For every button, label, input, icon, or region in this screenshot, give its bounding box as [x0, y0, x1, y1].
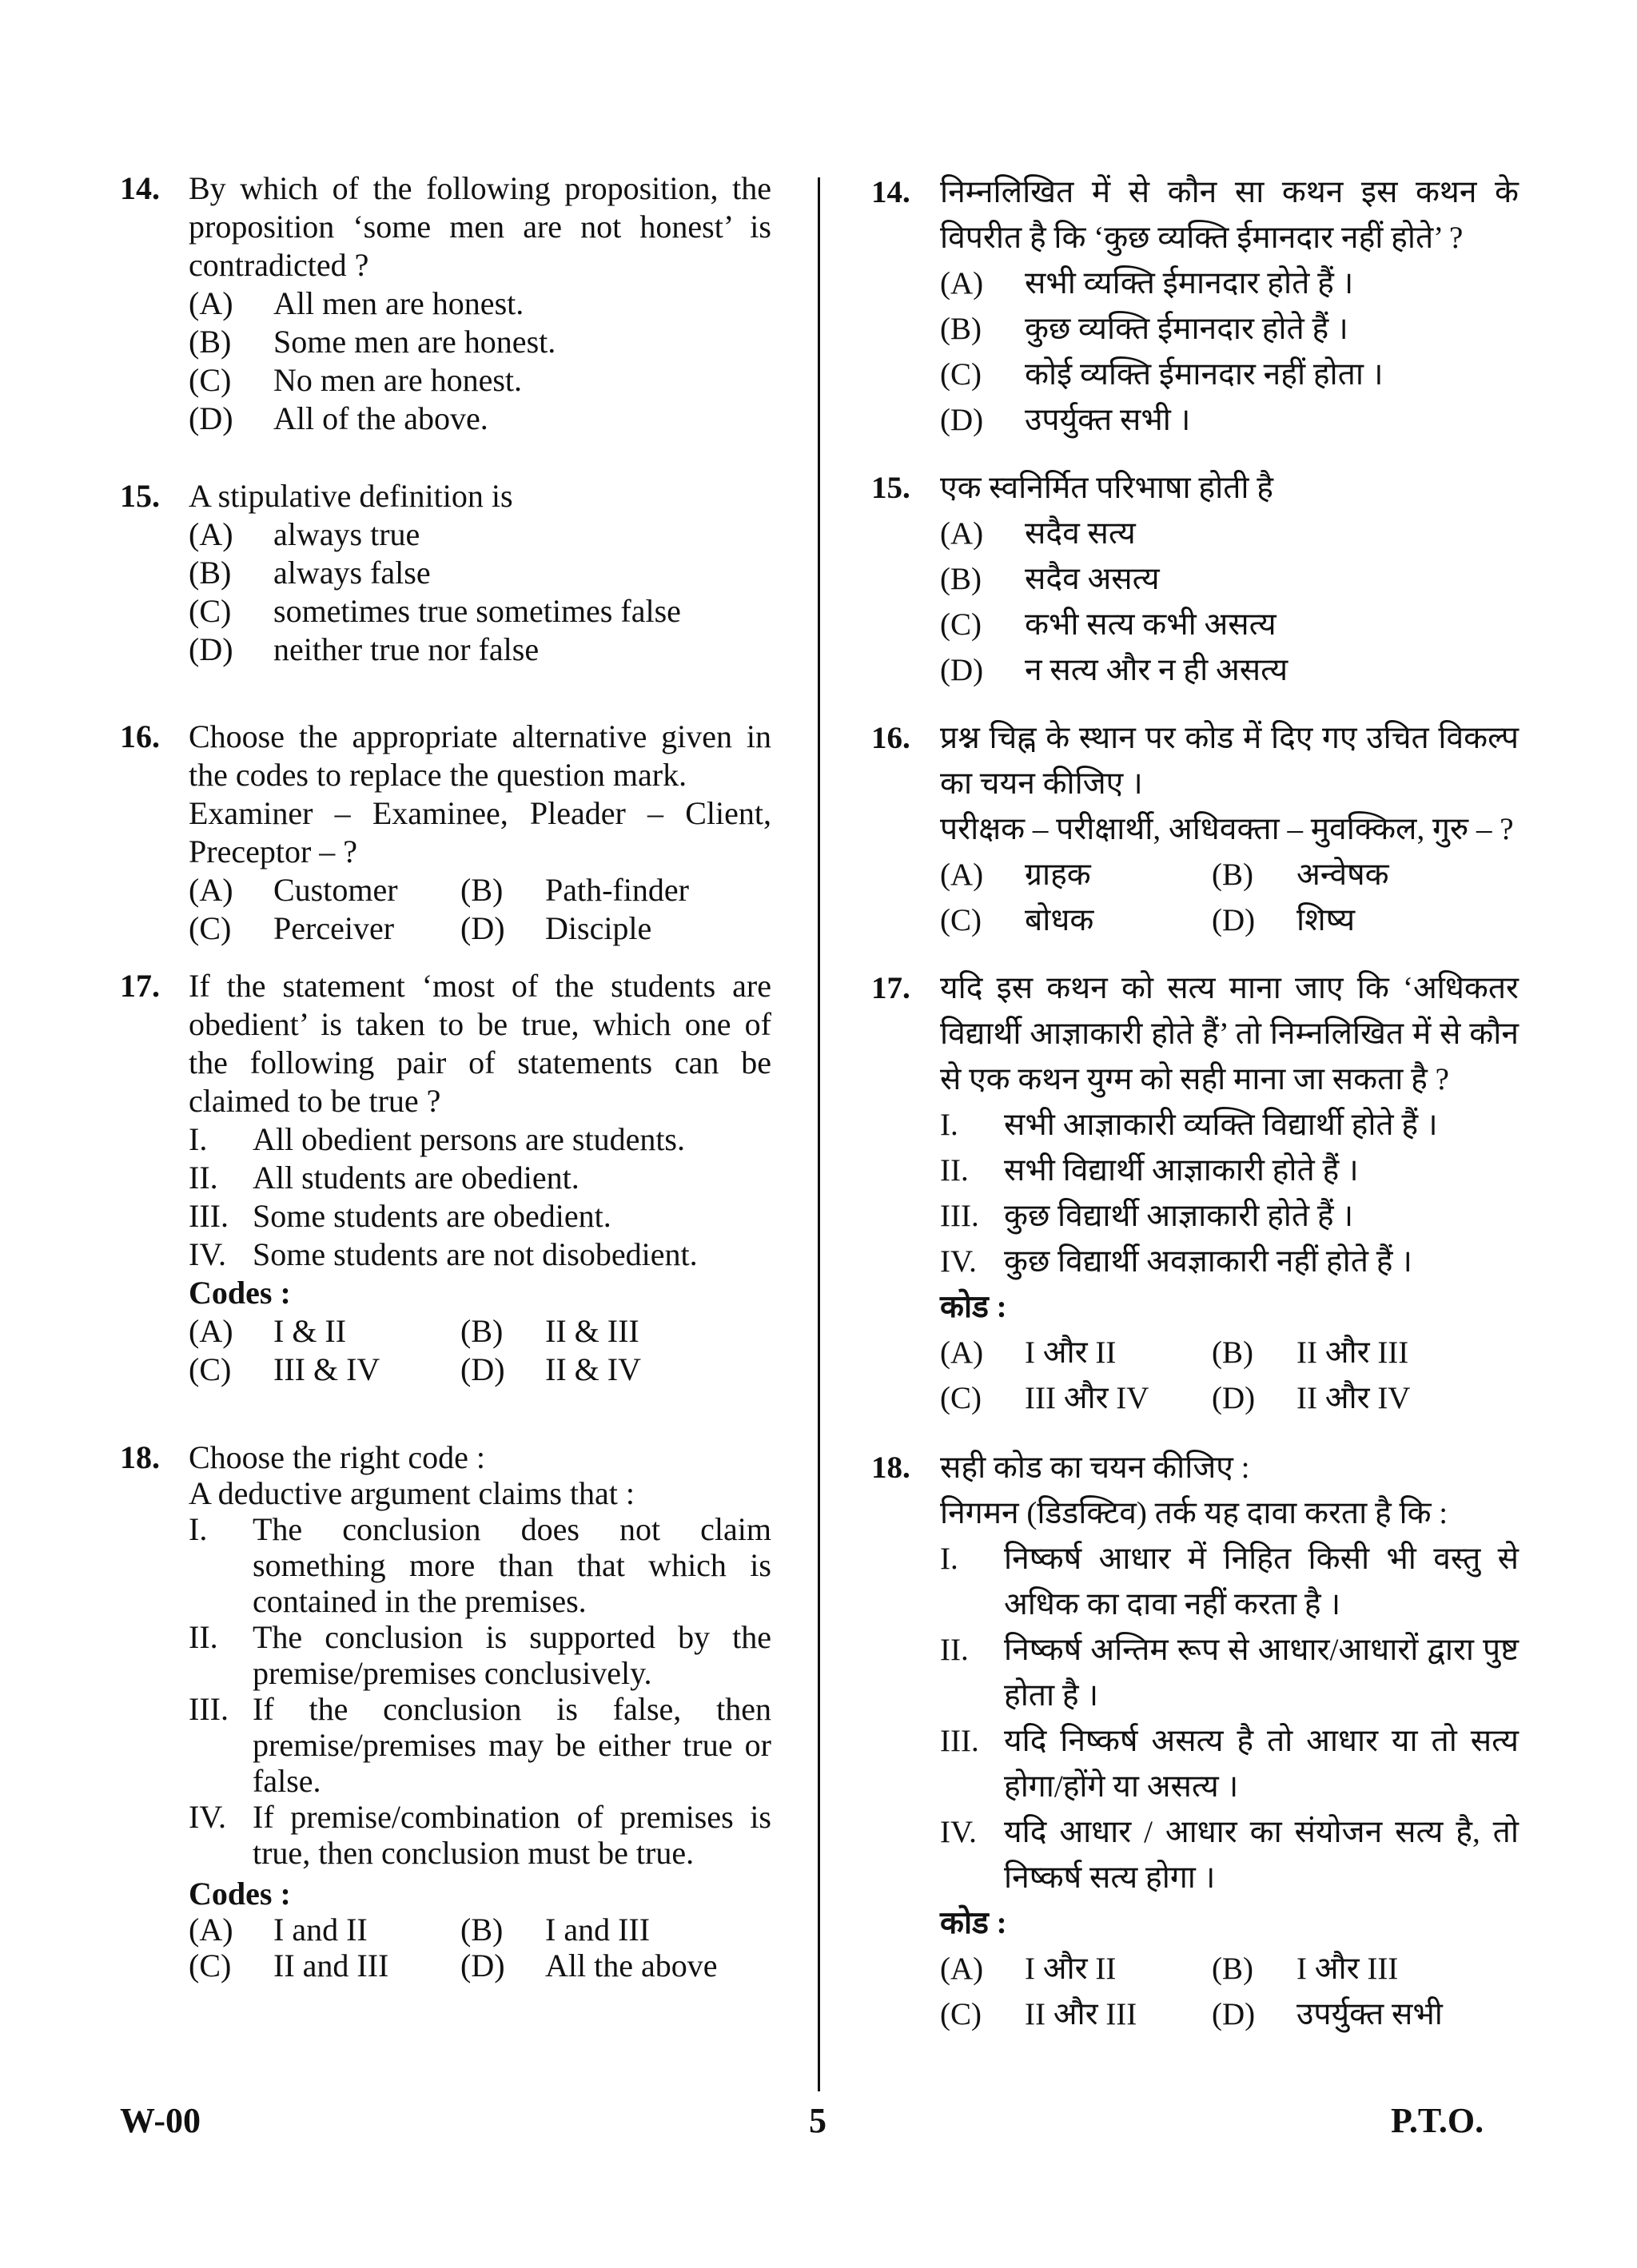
option-c: (C) II और III [940, 1997, 1137, 2031]
statement-1: I. All obedient persons are students. [189, 1121, 685, 1157]
options-row [189, 871, 771, 909]
options-row [940, 1375, 1519, 1421]
statement-1: I. सभी आज्ञाकारी व्यक्ति विद्यार्थी होते हैं । [940, 1108, 1438, 1142]
option-b: (B) II और III [1212, 1335, 1409, 1370]
option-a: (A) I & II [189, 1313, 347, 1349]
option-b: (B) I and III [460, 1912, 651, 1948]
option-c: (C) sometimes true sometimes false [189, 593, 681, 629]
question-17-hi [871, 965, 1519, 1421]
options-row [189, 1948, 771, 1984]
question-14-hi [871, 169, 1519, 443]
codes-label: कोड : [940, 1290, 1007, 1324]
option-b: (B) सदैव असत्य [940, 562, 1160, 596]
statement-1: I. निष्कर्ष आधार में निहित किसी भी वस्तु से अधिक का दावा नहीं करता है । [940, 1542, 1519, 1621]
options-row [940, 897, 1519, 943]
question-text: एक स्वनिर्मित परिभाषा होती है [940, 471, 1273, 505]
question-premise: निगमन (डिडक्टिव) तर्क यह दावा करता है कि : [940, 1496, 1448, 1530]
statement-2: II. All students are obedient. [189, 1160, 580, 1196]
option-a: (A) always true [189, 516, 420, 552]
option-a: (A) सदैव सत्य [940, 516, 1136, 551]
option-d: (D) उपर्युक्त सभी । [940, 403, 1191, 437]
question-18-en [120, 1439, 771, 1984]
codes-label: Codes : [189, 1275, 291, 1311]
question-15-en [120, 477, 771, 669]
question-number: 18. [871, 1450, 910, 1485]
option-c: (C) कभी सत्य कभी असत्य [940, 607, 1277, 642]
question-number: 14. [120, 170, 160, 206]
pto-label: P.T.O. [1391, 2101, 1484, 2140]
statement-4: IV. कुछ विद्यार्थी अवज्ञाकारी नहीं होते हैं । [940, 1244, 1412, 1279]
codes-label: Codes : [189, 1876, 291, 1912]
statement-3: III. Some students are obedient. [189, 1198, 611, 1234]
question-15-hi [871, 465, 1519, 693]
option-b: (B) Some men are honest. [189, 324, 556, 360]
statement-4: IV. यदि आधार / आधार का संयोजन सत्य है, तो निष्कर्ष सत्य होगा । [940, 1815, 1519, 1895]
options-row [189, 1912, 771, 1948]
option-c: (C) बोधक [940, 903, 1094, 937]
option-b: (B) II & III [460, 1313, 639, 1349]
option-c: (C) कोई व्यक्ति ईमानदार नहीं होता । [940, 357, 1384, 392]
question-number: 18. [120, 1439, 160, 1475]
option-b: (B) अन्वेषक [1212, 857, 1389, 892]
option-a: (A) All men are honest. [189, 285, 524, 321]
question-text: Choose the right code : [189, 1439, 486, 1475]
question-text: A stipulative definition is [189, 478, 513, 514]
question-text: निम्नलिखित में से कौन सा कथन इस कथन के विपरीत है कि ‘कुछ व्यक्ति ईमानदार नहीं होते’ ? [940, 175, 1519, 255]
option-a: (A) I and II [189, 1912, 368, 1948]
question-number: 16. [871, 721, 910, 755]
option-c: (C) III & IV [189, 1351, 380, 1387]
option-a: (A) ग्राहक [940, 857, 1091, 892]
options-row [940, 852, 1519, 897]
question-number: 14. [871, 175, 910, 209]
option-d: (D) न सत्य और न ही असत्य [940, 653, 1288, 687]
question-number: 17. [120, 968, 160, 1004]
option-d: (D) All of the above. [189, 400, 488, 436]
hindi-column [871, 169, 1519, 2037]
option-b: (B) कुछ व्यक्ति ईमानदार होते हैं । [940, 312, 1348, 346]
option-b: (B) always false [189, 555, 431, 591]
option-a: (A) Customer [189, 872, 398, 908]
english-column [120, 169, 771, 1984]
option-d: (D) neither true nor false [189, 631, 540, 667]
paper-code: W-00 [120, 2101, 201, 2140]
codes-label: कोड : [940, 1906, 1007, 1940]
option-d: (D) II और IV [1212, 1381, 1411, 1415]
question-text: If the statement ‘most of the students are obedient’ is taken to be true, which one of the following pair of statements can be claimed to be true ? [189, 968, 771, 1119]
statement-4: IV. If premise/combination of premises is true, then conclusion must be true. [189, 1799, 771, 1871]
question-16-en [120, 718, 771, 948]
statement-1: I. The conclusion does not claim something more than that which is contained in the premises. [189, 1511, 771, 1619]
question-text: यदि इस कथन को सत्य माना जाए कि ‘अधिकतर विद्यार्थी आज्ञाकारी होते हैं’ तो निम्नलिखित में से कौन से एक कथन युग्म को सही माना जा सकता है ? [940, 971, 1519, 1096]
options-row [189, 909, 771, 948]
statement-3: III. यदि निष्कर्ष असत्य है तो आधार या तो सत्य होगा/होंगे या असत्य । [940, 1724, 1519, 1804]
question-text: By which of the following proposition, the proposition ‘some men are not honest’ is contradicted ? [189, 170, 771, 283]
option-b: (B) Path-finder [460, 872, 689, 908]
statement-4: IV. Some students are not disobedient. [189, 1236, 698, 1272]
question-analogy: परीक्षक – परीक्षार्थी, अधिवक्ता – मुवक्किल, गुरु – ? [940, 812, 1514, 846]
question-number: 15. [120, 478, 160, 514]
question-text: Choose the appropriate alternative given in the codes to replace the question mark. [189, 718, 771, 793]
question-text: सही कोड का चयन कीजिए : [940, 1450, 1250, 1485]
options-row [189, 1351, 771, 1389]
option-c: (C) No men are honest. [189, 362, 523, 398]
statement-2: II. The conclusion is supported by the premise/premises conclusively. [189, 1619, 771, 1691]
question-number: 16. [120, 718, 160, 754]
option-c: (C) II and III [189, 1948, 389, 1984]
option-b: (B) I और III [1212, 1952, 1399, 1986]
question-16-hi [871, 715, 1519, 943]
statement-3: III. कुछ विद्यार्थी आज्ञाकारी होते हैं । [940, 1199, 1354, 1233]
options-row [940, 1991, 1519, 2037]
column-divider [818, 177, 820, 2091]
question-18-hi [871, 1445, 1519, 2037]
option-c: (C) Perceiver [189, 910, 395, 946]
option-d: (D) उपर्युक्त सभी [1212, 1997, 1443, 2031]
option-a: (A) I और II [940, 1335, 1117, 1370]
option-d: (D) शिष्य [1212, 903, 1356, 937]
question-17-en [120, 967, 771, 1389]
option-c: (C) III और IV [940, 1381, 1149, 1415]
option-d: (D) II & IV [460, 1351, 641, 1387]
statement-2: II. निष्कर्ष अन्तिम रूप से आधार/आधारों द्वारा पुष्ट होता है । [940, 1633, 1519, 1713]
options-row [940, 1946, 1519, 1991]
statement-3: III. If the conclusion is false, then premise/premises may be either true or false. [189, 1691, 771, 1799]
question-14-en [120, 169, 771, 438]
question-text: प्रश्न चिह्न के स्थान पर कोड में दिए गए उचित विकल्प का चयन कीजिए । [940, 721, 1519, 801]
options-row [940, 1330, 1519, 1375]
question-analogy: Examiner – Examinee, Pleader – Client, Preceptor – ? [189, 795, 771, 869]
question-number: 17. [871, 971, 910, 1005]
options-row [189, 1312, 771, 1351]
option-d: (D) All the above [460, 1948, 718, 1984]
option-a: (A) सभी व्यक्ति ईमानदार होते हैं । [940, 266, 1354, 300]
option-a: (A) I और II [940, 1952, 1117, 1986]
statement-2: II. सभी विद्यार्थी आज्ञाकारी होते हैं । [940, 1153, 1359, 1188]
question-premise: A deductive argument claims that : [189, 1475, 635, 1511]
page-number: 5 [809, 2101, 826, 2140]
option-d: (D) Disciple [460, 910, 652, 946]
question-number: 15. [871, 471, 910, 505]
